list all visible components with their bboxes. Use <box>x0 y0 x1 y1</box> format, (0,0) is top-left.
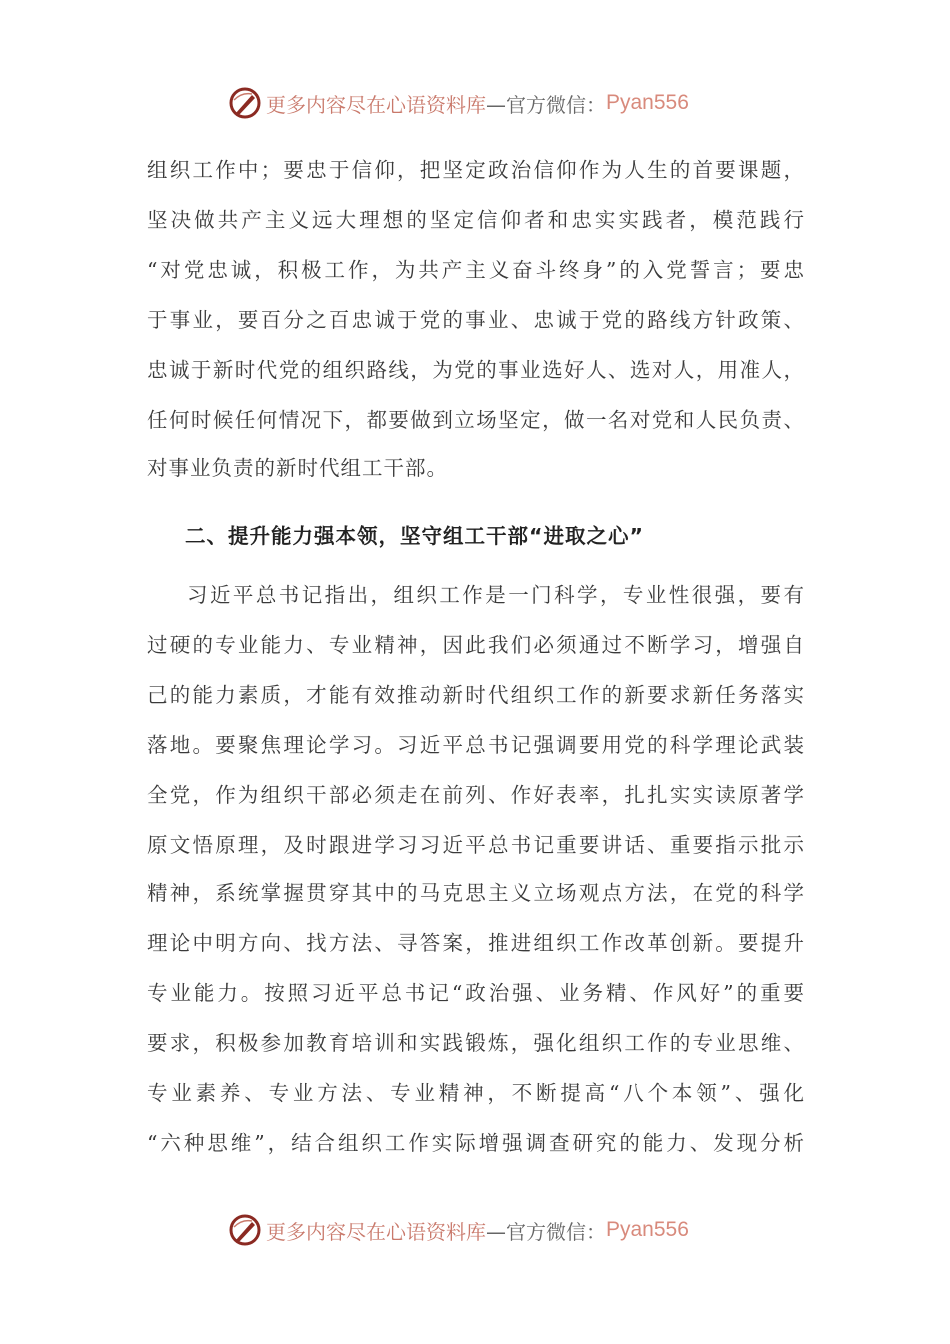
text-line: 理论中明方向、找方法、寻答案，推进组织工作改革创新。要提升 <box>147 931 805 955</box>
text-line: 全党，作为组织干部必须走在前列、作好表率，扎扎实实读原著学 <box>147 783 805 807</box>
text-line: 对事业负责的新时代组工干部。 <box>147 456 448 480</box>
text-line: 要求，积极参加教育培训和实践锻炼，强化组织工作的专业思维、 <box>147 1031 805 1055</box>
text-line: 原文悟原理，及时跟进学习习近平总书记重要讲话、重要指示批示 <box>147 833 805 857</box>
text-line: “对党忠诚，积极工作，为共产主义奋斗终身”的入党誓言；要忠 <box>147 258 805 282</box>
pen-logo-icon <box>228 1213 262 1247</box>
banner-wechat-id: Pyan556 <box>606 91 689 114</box>
text-line: 专业能力。按照习近平总书记“政治强、业务精、作风好”的重要 <box>147 981 805 1005</box>
text-line: 专业素养、专业方法、专业精神，不断提高“八个本领”、强化 <box>147 1081 805 1105</box>
text-line: 任何时候任何情况下，都要做到立场坚定，做一名对党和人民负责、 <box>147 408 805 432</box>
text-line: 落地。要聚焦理论学习。习近平总书记强调要用党的科学理论武装 <box>147 733 805 757</box>
section-heading: 二、提升能力强本领，坚守组工干部“进取之心” <box>185 524 644 548</box>
banner-wechat-label: —官方微信： <box>486 1219 606 1244</box>
pen-logo-icon <box>228 86 262 120</box>
text-line: 忠诚于新时代党的组织路线，为党的事业选好人、选对人，用准人， <box>147 358 805 382</box>
text-line: 过硬的专业能力、专业精神，因此我们必须通过不断学习，增强自 <box>147 633 805 657</box>
text-line: 坚决做共产主义远大理想的坚定信仰者和忠实实践者，模范践行 <box>147 208 805 232</box>
text-line: 组织工作中；要忠于信仰，把坚定政治信仰作为人生的首要课题， <box>147 158 805 182</box>
banner-wechat-id: Pyan556 <box>606 1218 689 1241</box>
text-line: 习近平总书记指出，组织工作是一门科学，专业性很强，要有 <box>187 583 805 607</box>
footer-watermark-banner <box>228 1212 708 1248</box>
text-line: “六种思维”，结合组织工作实际增强调查研究的能力、发现分析 <box>147 1131 805 1155</box>
text-line: 于事业，要百分之百忠诚于党的事业、忠诚于党的路线方针政策、 <box>147 308 805 332</box>
header-watermark-banner <box>228 85 708 121</box>
banner-wechat-label: —官方微信： <box>486 92 606 117</box>
text-line: 精神，系统掌握贯穿其中的马克思主义立场观点方法，在党的科学 <box>147 881 805 905</box>
banner-text: 更多内容尽在心语资料库 <box>266 92 486 117</box>
banner-text: 更多内容尽在心语资料库 <box>266 1219 486 1244</box>
text-line: 己的能力素质，才能有效推动新时代组织工作的新要求新任务落实 <box>147 683 805 707</box>
